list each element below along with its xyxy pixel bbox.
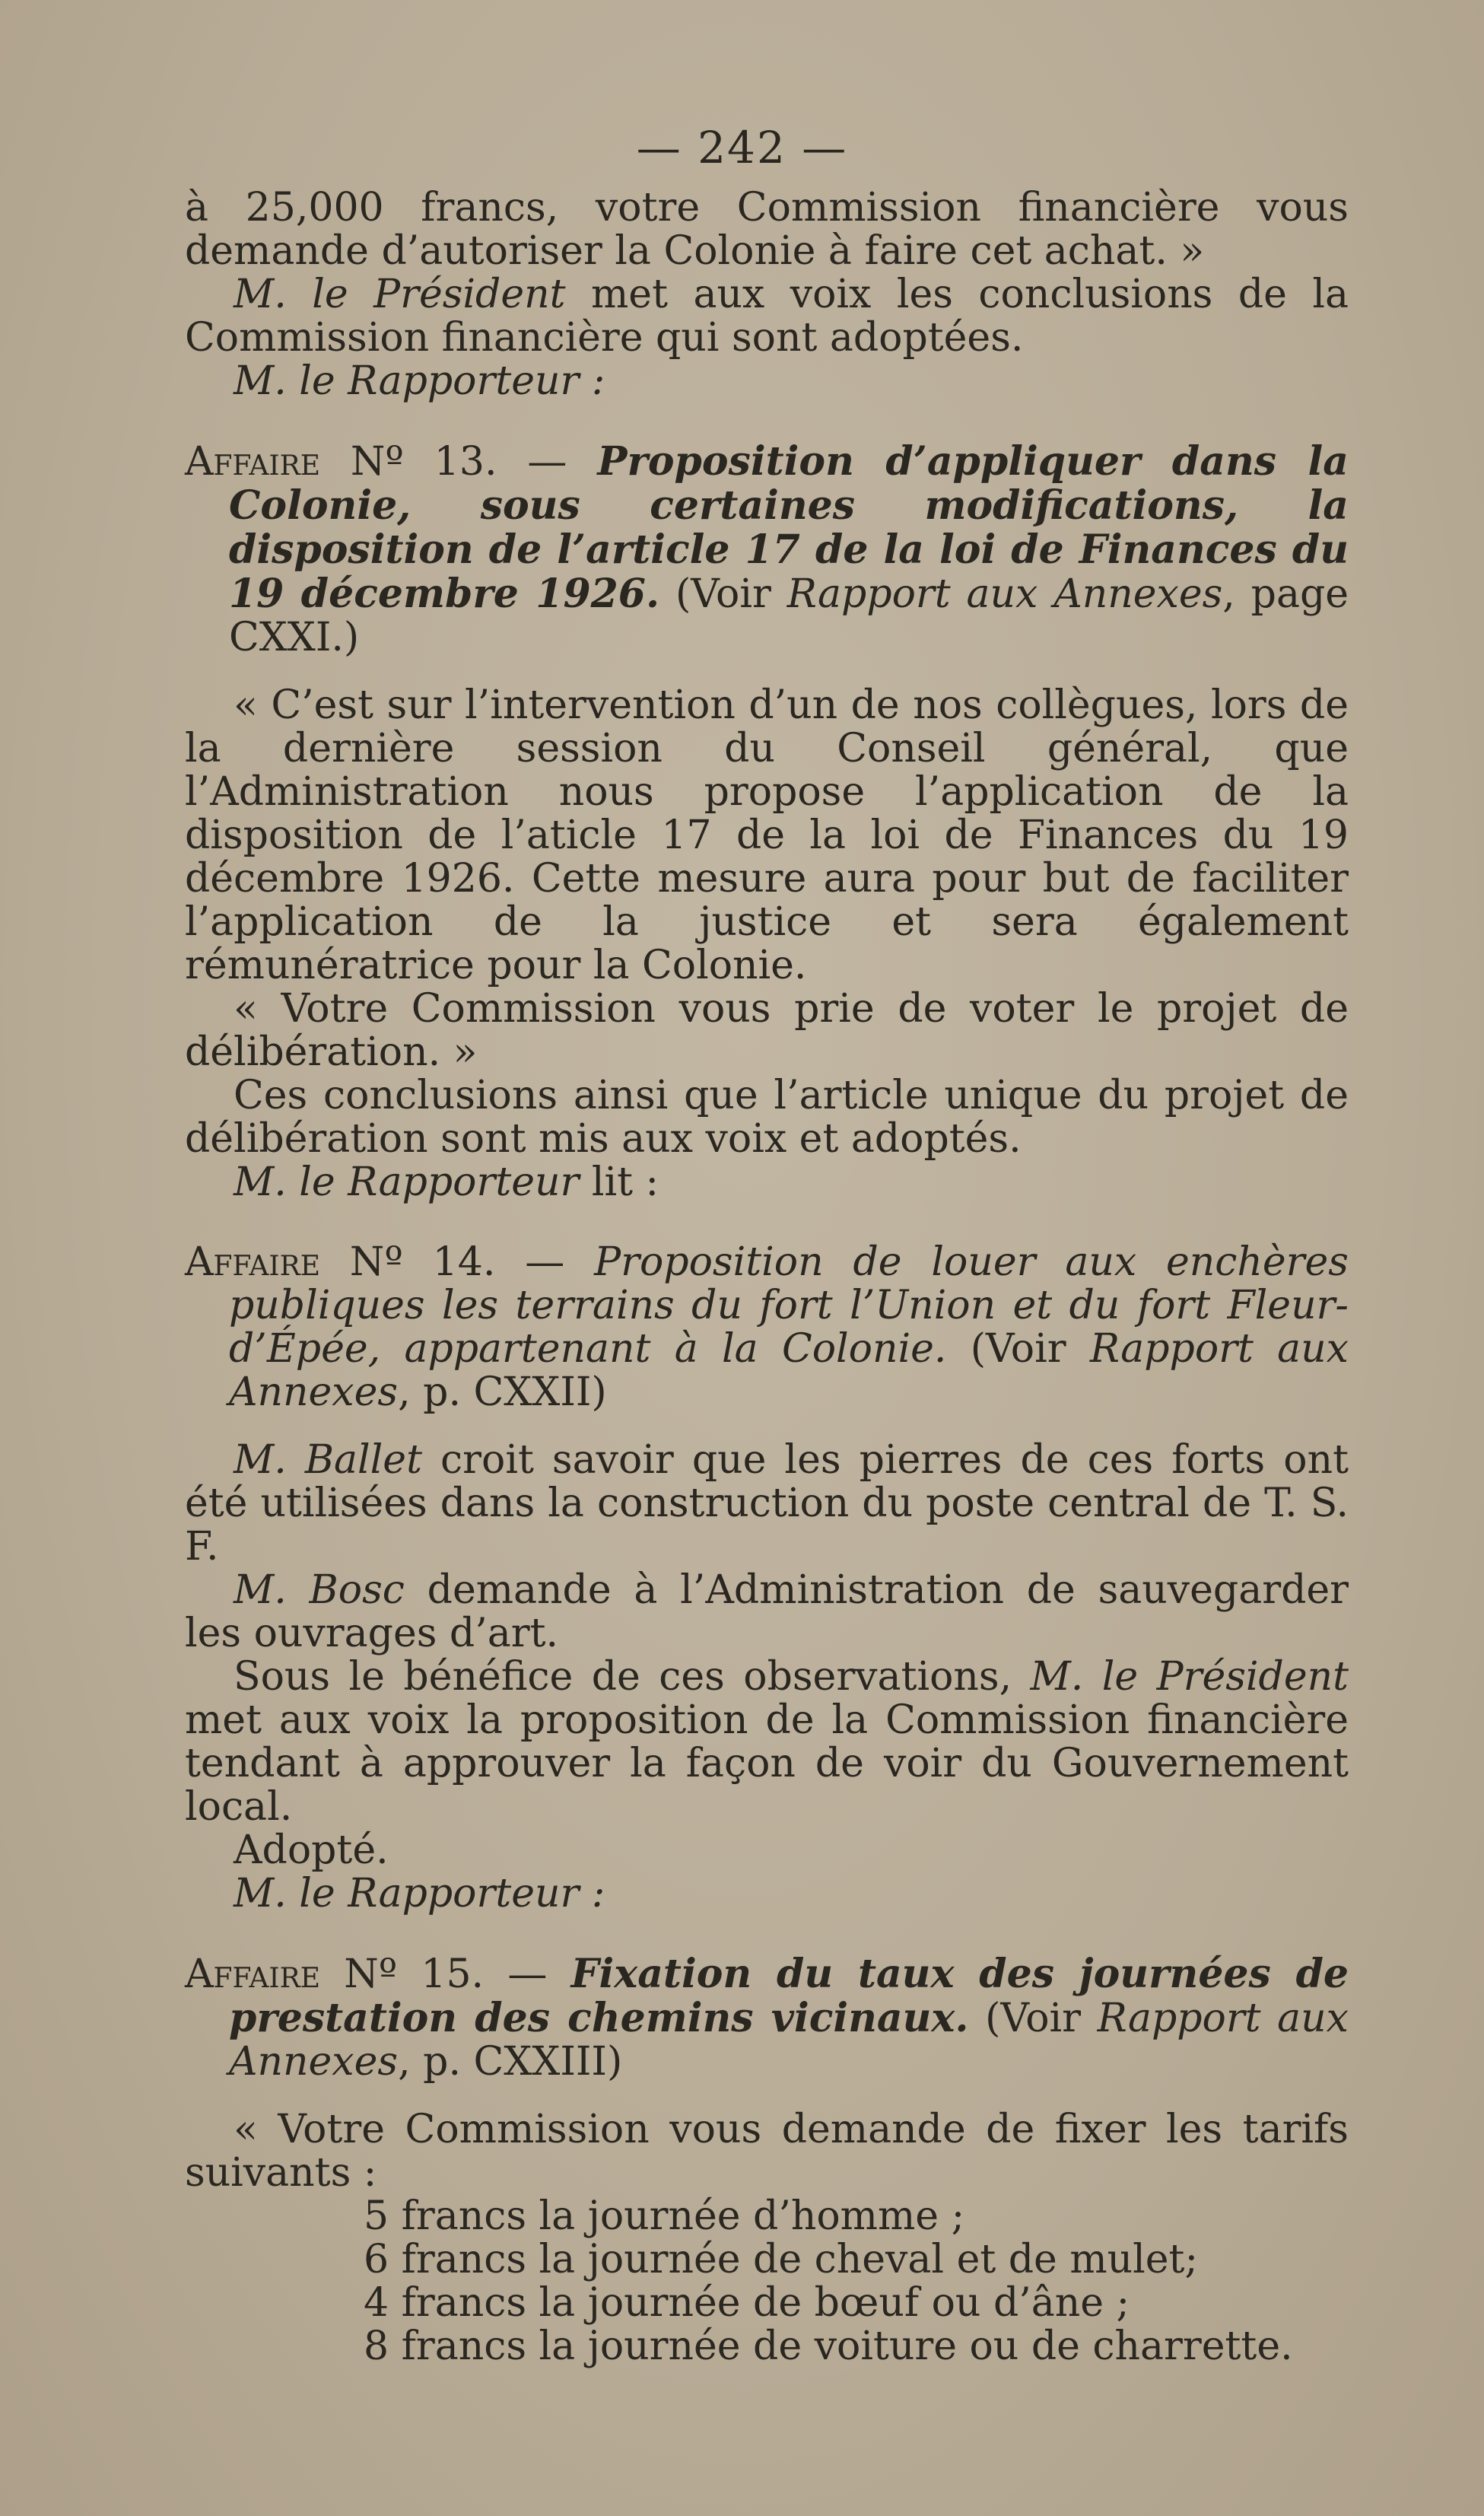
paragraph-adopted: Adopté.	[234, 1827, 389, 1873]
list-item: 4 francs la journée de bœuf ou d’âne ;	[364, 2280, 1130, 2326]
affaire-15-heading: Affaire Nº 15. — Fixation du taux des journées de prestation des chemins vicinaux. (Voir Rapport aux Annexes, p. CXXIII)	[185, 1951, 1349, 2085]
speaker-bosc: M. Bosc	[234, 1567, 405, 1613]
paragraph-rapporteur-reads: M. le Rapporteur lit :	[234, 1159, 659, 1205]
speaker-ballet: M. Ballet	[234, 1437, 422, 1483]
paragraph-president-vote: M. le Président met aux voix les conclusions de la Commission financière qui sont adoptées.	[185, 272, 1349, 361]
list-item: 6 francs la journée de cheval et de mulet;	[364, 2237, 1198, 2282]
body-text	[185, 186, 1349, 2368]
affaire-label: Affaire	[185, 1239, 320, 1285]
page-number: — 242 —	[636, 122, 848, 173]
paragraph-bosc: M. Bosc demande à l’Administration de sauvegarder les ouvrages d’art.	[185, 1567, 1349, 1656]
list-item: 5 francs la journée d’homme ;	[364, 2193, 965, 2239]
paragraph-tariffs-request: « Votre Commission vous demande de fixer les tarifs suivants :	[185, 2107, 1349, 2196]
speaker-rapporteur: M. le Rapporteur	[234, 1159, 580, 1205]
tariff-list	[185, 2195, 1349, 2368]
paragraph-intervention: « C’est sur l’intervention d’un de nos collègues, lors de la dernière session du Conseil général, que l’Administration nous propose l’application de la disposition de l’aticle 17 de la loi de Finances du 19 décembre 1926. Cette mesure aura pour but de faciliter l’application de la justice et sera également rémunératrice pour la Colonie.	[185, 682, 1349, 988]
affaire-title: Fixation du taux des journées de prestation des chemins vicinaux.	[229, 1951, 1349, 2041]
paragraph-commission-request: à 25,000 francs, votre Commission financière vous demande d’autoriser la Colonie à faire cet achat. »	[185, 185, 1349, 274]
speaker-president: M. le Président	[1030, 1654, 1349, 1700]
affaire-14-heading: Affaire Nº 14. — Proposition de louer aux enchères publiques les terrains du fort l’Union et du fort Fleur-d’Épée, appartenant à la Colonie. (Voir Rapport aux Annexes, p. CXXII)	[185, 1239, 1349, 1415]
speaker-rapporteur: M. le Rapporteur :	[234, 358, 605, 404]
affaire-label: Affaire	[185, 439, 320, 485]
paragraph-vote-request: « Votre Commission vous prie de voter le projet de délibération. »	[185, 986, 1349, 1075]
speaker-rapporteur: M. le Rapporteur :	[234, 1871, 605, 1916]
affaire-title: Proposition d’appliquer dans la Colonie, sous certaines modifications, la disposition de l’article 17 de la loi de Finances du 19 décembre 1926.	[229, 438, 1349, 617]
affaire-label: Affaire	[185, 1951, 320, 1997]
list-item: 8 francs la journée de voiture ou de charrette.	[364, 2324, 1293, 2369]
paragraph-conclusions-adopted: Ces conclusions ainsi que l’article unique du projet de délibération sont mis aux voix et adoptés.	[185, 1073, 1349, 1162]
paragraph-ballet: M. Ballet croit savoir que les pierres de ces forts ont été utilisées dans la construction du poste central de T. S. F.	[185, 1437, 1349, 1570]
speaker-president: M. le Président	[234, 272, 566, 317]
affaire-title: Proposition de louer aux enchères publiques les terrains du fort l’Union et du fort Fleur-d’Épée, appartenant à la Colonie.	[229, 1239, 1349, 1372]
paragraph-observations: Sous le bénéfice de ces observations, M. le Président met aux voix la proposition de la Commission financière tendant à approuver la façon de voir du Gouvernement local.	[185, 1654, 1349, 1830]
affaire-13-heading: Affaire Nº 13. — Proposition d’appliquer dans la Colonie, sous certaines modifications, la disposition de l’article 17 de la loi de Finances du 19 décembre 1926. (Voir Rapport aux Annexes, page CXXI.)	[185, 438, 1349, 660]
